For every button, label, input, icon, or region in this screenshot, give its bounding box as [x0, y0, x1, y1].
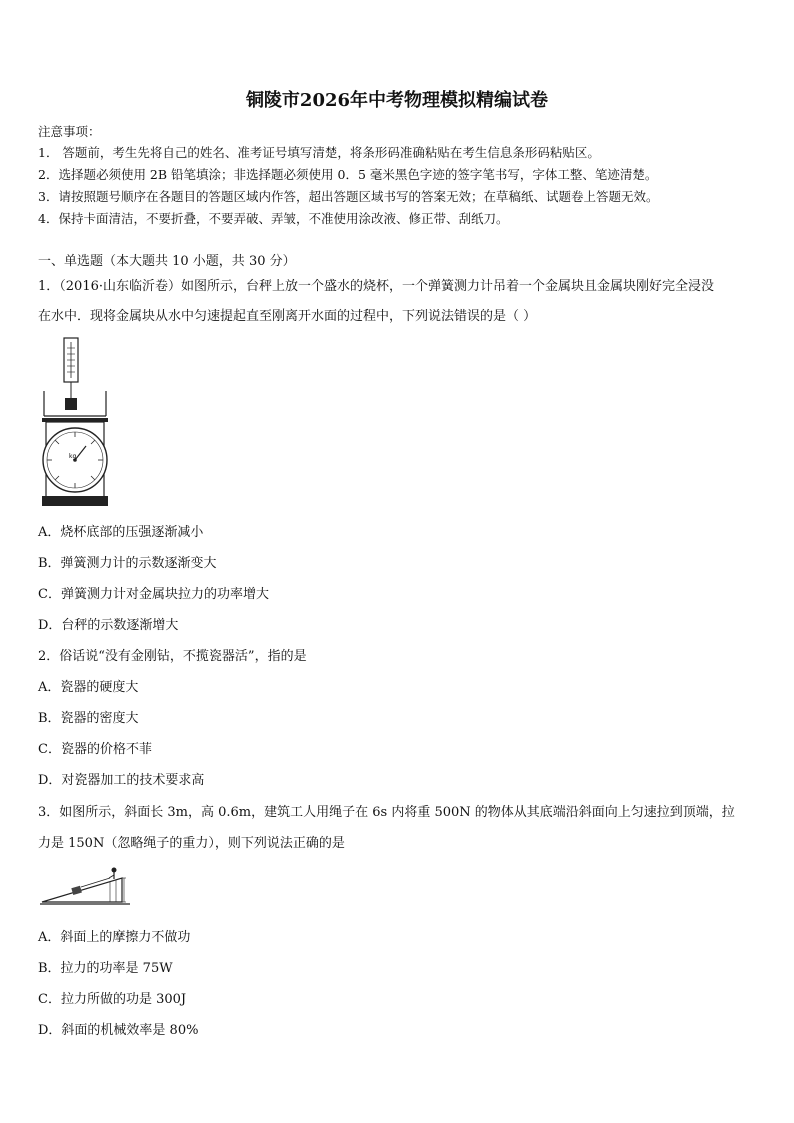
question-1-option-d: D．台秤的示数逐渐增大 [38, 618, 179, 633]
notice-item-3: 3．请按照题号顺序在各题目的答题区域内作答，超出答题区域书写的答案无效；在草稿纸、试题卷上答题无效。 [38, 189, 659, 204]
question-3-stem-line1: 3．如图所示，斜面长 3m，高 0.6m，建筑工人用绳子在 6s 内将重 500N 的物体从其底端沿斜面向上匀速拉到顶端，拉 [38, 805, 735, 820]
figure-incline-plane [38, 866, 134, 910]
question-2-option-d: D．对瓷器加工的技术要求高 [38, 773, 205, 788]
notice-item-2: 2．选择题必须使用 2B 铅笔填涂；非选择题必须使用 0．5 毫米黑色字迹的签字笔书写，字体工整、笔迹清楚。 [38, 167, 658, 182]
question-1-stem-line2: 在水中．现将金属块从水中匀速提起直至刚离开水面的过程中，下列说法错误的是（ ） [38, 309, 537, 324]
question-1-option-b: B．弹簧测力计的示数逐渐变大 [38, 556, 217, 571]
section-heading: 一、单选题（本大题共 10 小题，共 30 分） [38, 254, 296, 269]
balance-unit-label: kg [69, 453, 77, 460]
question-3-stem-line2: 力是 150N（忽略绳子的重力），则下列说法正确的是 [38, 836, 345, 851]
question-3-option-b: B．拉力的功率是 75W [38, 961, 173, 976]
question-3-option-a: A．斜面上的摩擦力不做功 [38, 930, 191, 945]
question-1-option-a: A．烧杯底部的压强逐渐减小 [38, 525, 204, 540]
question-2-stem: 2．俗话说“没有金刚钻，不揽瓷器活”，指的是 [38, 649, 307, 664]
question-3-option-c: C．拉力所做的功是 300J [38, 992, 187, 1007]
notice-item-1: 1． 答题前，考生先将自己的姓名、准考证号填写清楚，将条形码准确粘贴在考生信息条形码粘贴区。 [38, 145, 600, 160]
question-2-option-b: B．瓷器的密度大 [38, 711, 139, 726]
notice-item-4: 4．保持卡面清洁，不要折叠，不要弄破、弄皱，不准使用涂改液、修正带、刮纸刀。 [38, 211, 509, 226]
question-2-option-c: C．瓷器的价格不菲 [38, 742, 152, 757]
notice-heading: 注意事项： [38, 124, 101, 139]
page-title: 铜陵市2026年中考物理模拟精编试卷 [245, 90, 549, 111]
question-1-option-c: C．弹簧测力计对金属块拉力的功率增大 [38, 587, 269, 602]
figure-spring-scale-on-balance [36, 336, 116, 511]
question-2-option-a: A．瓷器的硬度大 [38, 680, 139, 695]
question-1-stem-line1: 1．（2016·山东临沂卷）如图所示，台秤上放一个盛水的烧杯，一个弹簧测力计吊着一个金属块且金属块刚好完全浸没 [38, 279, 714, 294]
question-3-option-d: D．斜面的机械效率是 80% [38, 1023, 199, 1038]
